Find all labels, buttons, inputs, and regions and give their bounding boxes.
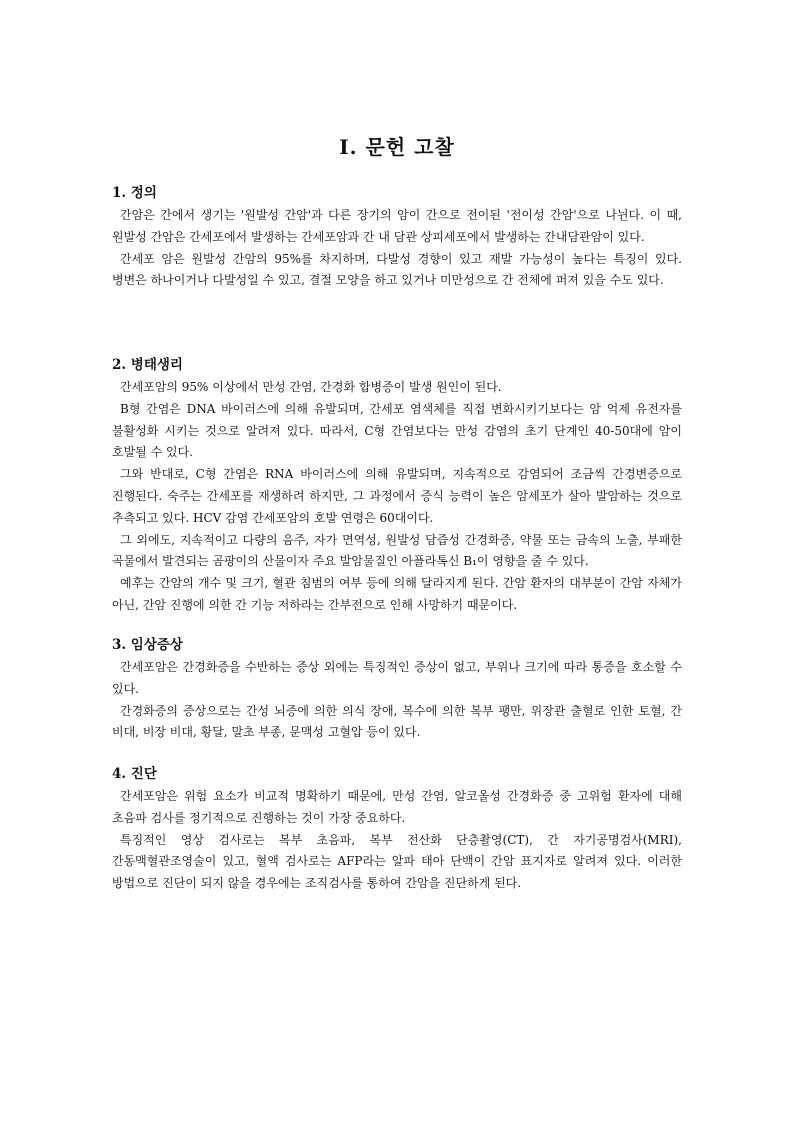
paragraph: 간세포암은 위험 요소가 비교적 명확하기 때문에, 만성 간염, 알코올성 간경화증 중 고위험 환자에 대해 초음파 검사를 정기적으로 진행하는 것이 가장 중요하다. [112, 789, 682, 825]
section-heading: 3. 임상증상 [112, 637, 183, 653]
paragraph: B형 간염은 DNA 바이러스에 의해 유발되며, 간세포 염색체를 직접 변화시키기보다는 암 억제 유전자를 불활성화 시키는 것으로 알려져 있다. 따라서, C형 간염보다는 만성 감염의 초기 단계인 40-50대에 암이 호발될 수 있다. [112, 401, 682, 460]
paragraph: 간세포암의 95% 이상에서 만성 간염, 간경화 합병증이 발생 원인이 된다. [120, 380, 502, 394]
paragraph: 그 외에도, 지속적이고 다량의 음주, 자가 면역성, 원발성 담즙성 간경화증, 약물 또는 금속의 노출, 부패한 곡물에서 발견되는 곰팡이의 산물이자 주요 발암물질인 아플라톡신 B₁이 영향을 줄 수 있다. [112, 532, 682, 569]
section-pathophysiology [112, 355, 682, 617]
section-definition [112, 183, 682, 292]
section-clinical-symptoms [112, 635, 682, 744]
paragraph: 간세포 암은 원발성 간암의 95%를 차지하며, 다발성 경향이 있고 재발 가능성이 높다는 특징이 있다. 병변은 하나이거나 다발성일 수 있고, 결절 모양을 하고 있거나 미만성으로 간 전체에 퍼져 있을 수도 있다. [112, 251, 682, 288]
page-title: Ⅰ. 문헌 고찰 [339, 135, 455, 159]
paragraph: 간암은 간에서 생기는 '원발성 간암'과 다른 장기의 암이 간으로 전이된 '전이성 간암'으로 나뉜다. 이 때, 원발성 간암은 간세포에서 발생하는 간세포암과 간 내 담관 상피세포에서 발생하는 간내담관암이 있다. [112, 208, 682, 244]
paragraph: 그와 반대로, C형 간염은 RNA 바이러스에 의해 유발되며, 지속적으로 감염되어 조금씩 간경변증으로 진행된다. 숙주는 간세포를 재생하려 하지만, 그 과정에서 증식 능력이 높은 암세포가 살아 발암하는 것으로 추측되고 있다. HCV 감염 간세포암의 호발 연령은 60대이다. [112, 467, 682, 525]
paragraph: 특징적인 영상 검사로는 복부 초음파, 복부 전산화 단층촬영(CT), 간 자기공명검사(MRI), 간동맥혈관조영술이 있고, 혈액 검사로는 AFP라는 알파 태아 단백이 간암 표지자로 알려져 있다. 이러한 방법으로 진단이 되지 않을 경우에는 조직검사를 통하여 간암을 진단하게 된다. [112, 832, 682, 891]
section-heading: 4. 진단 [112, 766, 157, 782]
section-heading: 1. 정의 [112, 185, 157, 201]
paragraph: 간경화증의 증상으로는 간성 뇌증에 의한 의식 장애, 복수에 의한 복부 팽만, 위장관 출혈로 인한 토혈, 간 비대, 비장 비대, 황달, 말초 부종, 문맥성 고혈압 등이 있다. [112, 703, 682, 740]
section-diagnosis [112, 764, 682, 895]
paragraph: 간세포암은 간경화증을 수반하는 증상 외에는 특징적인 증상이 없고, 부위나 크기에 따라 통증을 호소할 수 있다. [112, 660, 682, 696]
section-heading: 2. 병태생리 [112, 357, 183, 373]
paragraph: 예후는 간암의 개수 및 크기, 혈관 침범의 여부 등에 의해 달라지게 된다. 간암 환자의 대부분이 간암 자체가 아닌, 간암 진행에 의한 간 기능 저하라는 간부전으로 인해 사망하기 때문이다. [112, 576, 682, 612]
